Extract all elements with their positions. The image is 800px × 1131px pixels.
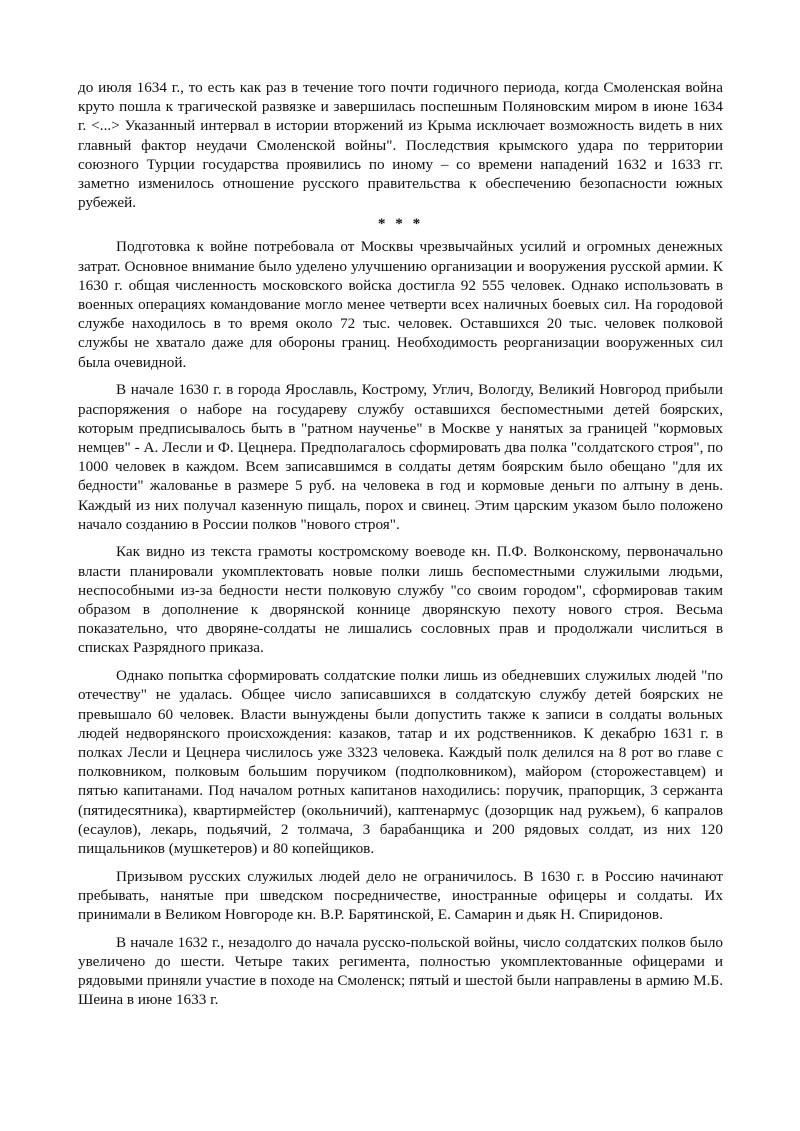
paragraph-4: Как видно из текста грамоты костромскому воеводе кн. П.Ф. Волконскому, первоначально власти планировали укомплектовать новые полки лишь беспоместными служилыми людьми, неспособными из-за бедности нести полковую службу "со своим городом", сформировав таким образом в дополнение к дворянской коннице дворянскую пехоту нового строя. Весьма показательно, что дворяне-солдаты не лишались сословных прав и продолжали числиться в списках Разрядного приказа. — [78, 543, 723, 657]
paragraph-7: В начале 1632 г., незадолго до начала русско-польской войны, число солдатских полков было увеличено до шести. Четыре таких регимента, полностью укомплектованные офицерами и рядовыми приняли участие в походе на Смоленск; пятый и шестой были направлены в армию М.Б. Шеина в июне 1633 г. — [78, 933, 723, 1009]
paragraph-5: Однако попытка сформировать солдатские полки лишь из обедневших служилых людей "по отечеству" не удалась. Общее число записавшихся в солдатскую службу детей боярских не превышало 60 человек. Власти вынуждены были допустить также к записи в солдаты вольных людей недворянского происхождения: казаков, татар и их родственников. К декабрю 1631 г. в полках Лесли и Цецнера числилось уже 3323 человека. Каждый полк делился на 8 рот во главе с полковником, полковым большим поручиком (подполковником), майором (сторожеставцем) и пятью капитанами. Под началом ротных капитанов находились: поручик, прапорщик, 3 сержанта (пятидесятника), квартирмейстер (окольничий), каптенармус (дозорщик над ружьем), 6 капралов (есаулов), лекарь, подьячий, 2 толмача, 3 барабанщика и 200 рядовых солдат, из них 120 пищальников (мушкетеров) и 80 копейщиков. — [78, 667, 723, 858]
section-separator: * * * — [377, 215, 424, 233]
paragraph-6: Призывом русских служилых людей дело не ограничилось. В 1630 г. в Россию начинают пребывать, нанятые при шведском посредничестве, иностранные офицеры и солдаты. Их принимали в Великом Новгороде кн. В.Р. Барятинской, Е. Самарин и дьяк Н. Спиридонов. — [78, 867, 723, 924]
paragraph-1: до июля 1634 г., то есть как раз в течение того почти годичного периода, когда Смоленская война круто пошла к трагической развязке и завершилась поспешным Поляновским миром в июне 1634 г. <...> Указанный интервал в истории вторжений из Крыма исключает возможность видеть в них главный фактор неудачи Смоленской войны". Последствия крымского удара по территории союзного Турции государства проявились по иному – со времени нападений 1632 и 1633 гг. заметно изменилось отношение русского правительства к обеспечению безопасности южных рубежей. — [78, 79, 723, 212]
paragraph-2: Подготовка к войне потребовала от Москвы чрезвычайных усилий и огромных денежных затрат. Основное внимание было уделено улучшению организации и вооружения русской армии. К 1630 г. общая численность московского войска достигла 92 555 человек. Однако использовать в военных операциях командование могло менее четверти всех наличных боевых сил. На городовой службе находилось в то время около 72 тыс. человек. Оставшихся 20 тыс. человек полковой службы не хватало даже для обороны границ. Необходимость реорганизации вооруженных сил была очевидной. — [78, 238, 723, 371]
document-page — [78, 78, 723, 1010]
paragraph-3: В начале 1630 г. в города Ярославль, Кострому, Углич, Вологду, Великий Новгород прибыли распоряжения о наборе на государеву службу оставшихся беспоместными детей боярских, которым предписывалось быть в "ратном наученье" в Москве у нанятых за границей "кормовых немцев" - А. Лесли и Ф. Цецнера. Предполагалось сформировать два полка "солдатского строя", по 1000 человек в каждом. Всем записавшимся в солдаты детям боярским было обещано "для их бедности" жалованье в размере 5 руб. на человека в год и кормовые деньги по алтыну в день. Каждый из них получал казенную пищаль, порох и свинец. Этим царским указом было положено начало созданию в России полков "нового строя". — [78, 381, 723, 533]
